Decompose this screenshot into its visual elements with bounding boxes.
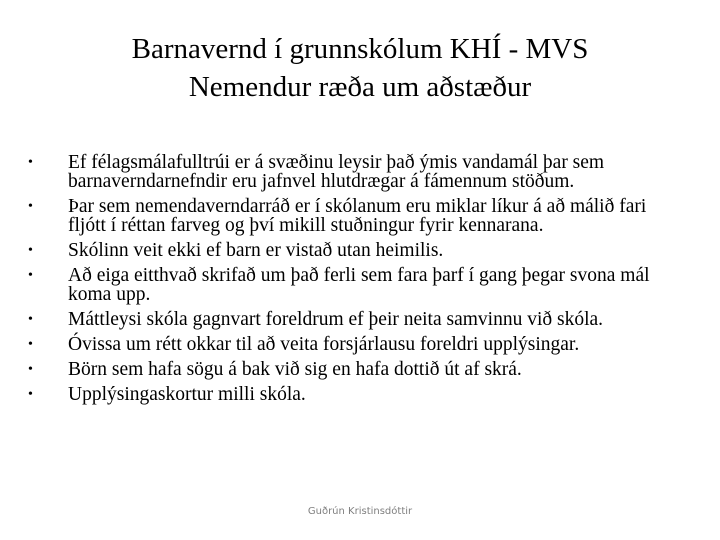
bullet-dot-icon: •	[28, 312, 33, 327]
bullet-dot-icon: •	[28, 337, 33, 352]
bullet-item	[28, 385, 688, 404]
bullet-dot-icon: •	[28, 387, 33, 402]
bullet-dot-icon: •	[28, 155, 33, 170]
bullet-dot-icon: •	[28, 199, 33, 214]
bullet-item	[28, 153, 688, 191]
bullet-dot-icon: •	[28, 362, 33, 377]
bullet-item	[28, 241, 688, 260]
bullet-text: Upplýsingaskortur milli skóla.	[68, 384, 306, 405]
bullet-dot-icon: •	[28, 243, 33, 258]
slide-title	[40, 30, 680, 106]
title-line-2: Nemendur ræða um aðstæður	[188, 71, 532, 103]
title-line-1: Barnavernd í grunnskólum KHÍ - MVS	[131, 33, 589, 65]
bullet-text: Börn sem hafa sögu á bak við sig en hafa dottið út af skrá.	[68, 359, 522, 380]
bullet-text: Þar sem nemendaverndarráð er í skólanum eru miklar líkur á að málið fari fljótt í réttan farveg og því mikill stuðningur fyrir kennarana.	[68, 196, 647, 236]
bullet-text: Að eiga eitthvað skrifað um það ferli sem fara þarf í gang þegar svona mál koma upp.	[68, 265, 650, 305]
bullet-item	[28, 360, 688, 379]
bullet-text: Máttleysi skóla gagnvart foreldrum ef þeir neita samvinnu við skóla.	[68, 309, 604, 330]
bullet-text: Skólinn veit ekki ef barn er vistað utan heimilis.	[68, 240, 444, 261]
footer-author: Guðrún Kristinsdóttir	[307, 506, 413, 517]
bullet-text: Óvissa um rétt okkar til að veita forsjárlausu foreldri upplýsingar.	[68, 334, 580, 355]
bullet-item	[28, 197, 688, 235]
bullet-list	[28, 153, 688, 410]
bullet-item	[28, 310, 688, 329]
bullet-item	[28, 335, 688, 354]
bullet-item	[28, 266, 688, 304]
bullet-text: Ef félagsmálafulltrúi er á svæðinu leysir það ýmis vandamál þar sem barnaverndarnefndir eru jafnvel hlutdrægar á fámennum stöðum.	[68, 152, 605, 192]
bullet-dot-icon: •	[28, 268, 33, 283]
